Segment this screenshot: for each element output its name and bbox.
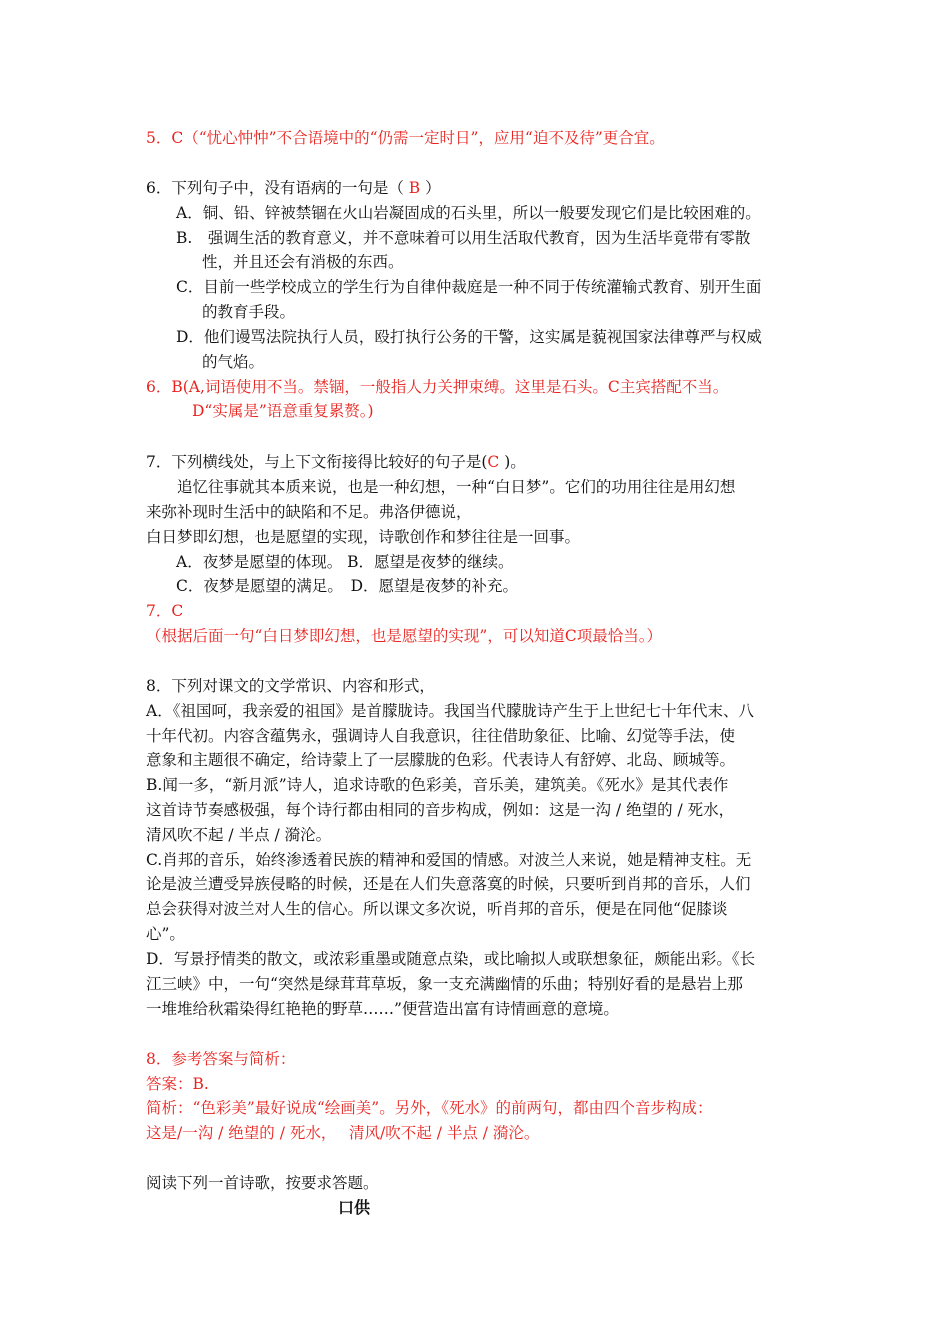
answer-8-heading: 8．参考答案与简析： [146,1050,296,1068]
options-7-cd: C．夜梦是愿望的满足。 D．愿望是夜梦的补充。 [176,577,519,595]
answer-7-line2: （根据后面一句“白日梦即幻想，也是愿望的实现”，可以知道C项最恰当。） [146,627,662,645]
option-8-b-line3: 清风吹不起 / 半点 / 漪沦。 [146,826,332,844]
answer-7-line1: 7．C [146,602,184,620]
option-8-c-line3: 总会获得对波兰对人生的信心。所以课文多次说，听肖邦的音乐，便是在同他“促膝谈 [146,900,728,918]
question-6-answer: B [408,179,421,197]
option-8-a-line3: 意象和主题很不确定，给诗蒙上了一层朦胧的色彩。代表诗人有舒婷、北岛、顾城等。 [146,751,736,769]
option-6-d-line2: 的气焰。 [202,353,265,371]
option-8-a-line1: A．《祖国呵，我亲爱的祖国》是首朦胧诗。我国当代朦胧诗产生于上世纪七十年代末、八 [146,702,754,720]
option-8-d-line1: D．写景抒情类的散文，或浓彩重墨或随意点染，或比喻拟人或联想象征，颇能出彩。《长 [146,950,756,968]
question-6-stem-pre: 6．下列句子中，没有语病的一句是（ [146,179,409,197]
answer-6-line1: 6．B(A,词语使用不当。禁锢，一般指人力关押束缚。这里是石头。C主宾搭配不当。 [146,378,729,396]
passage-7-line2: 来弥补现时生活中的缺陷和不足。弗洛伊德说， [146,503,472,521]
answer-5: 5．C（“忧心忡忡”不合语境中的“仍需一定时日”，应用“迫不及待”更合宜。 [146,129,665,147]
option-6-c-line1: C．目前一些学校成立的学生行为自律仲裁庭是一种不同于传统灌输式教育、别开生面 [176,278,762,296]
options-7-ab: A．夜梦是愿望的体现。 B．愿望是夜梦的继续。 [176,553,514,571]
question-6-stem-post: ） [420,179,441,197]
option-6-b-line1: B. 强调生活的教育意义，并不意味着可以用生活取代教育，因为生活毕竟带有零散 [176,229,751,247]
answer-8-key: 答案：B. [146,1075,209,1093]
question-7-answer: C [487,453,500,471]
answer-6-line2: D“实属是”语意重复累赘。) [192,402,374,420]
passage-7-line3: 白日梦即幻想，也是愿望的实现，诗歌创作和梦往往是一回事。 [146,528,581,546]
question-7-stem-post: )。 [499,453,526,471]
option-8-c-line4: 心”。 [146,925,185,943]
answer-8-analysis-line1: 简析：“色彩美”最好说成“绘画美”。另外，《死水》的前两句，都由四个音步构成： [146,1099,713,1117]
option-8-b-line2: 这首诗节奏感极强，每个诗行都由相同的音步构成，例如：这是一沟 / 绝望的 / 死水， [146,801,735,819]
question-7-stem-pre: 7．下列横线处，与上下文衔接得比较好的句子是( [146,453,488,471]
option-6-a: A．铜、铅、锌被禁锢在火山岩凝固成的石头里，所以一般要发现它们是比较困难的。 [176,204,761,222]
poem-title: 口供 [338,1198,371,1217]
option-6-c-line2: 的教育手段。 [202,303,296,321]
question-7 [146,452,526,472]
option-8-c-line2: 论是波兰遭受异族侵略的时候，还是在人们失意落寞的时候，只要听到肖邦的音乐，人们 [146,875,751,893]
passage-7-line1: 追忆往事就其本质来说，也是一种幻想，一种“白日梦”。它们的功用往往是用幻想 [177,478,736,496]
option-6-d-line1: D．他们谩骂法院执行人员，殴打执行公务的干警，这实属是藐视国家法律尊严与权威 [176,328,762,346]
option-8-d-line3: 一堆堆给秋霜染得红艳艳的野草……”便营造出富有诗情画意的意境。 [146,1000,619,1018]
question-8: 8．下列对课文的文学常识、内容和形式， [146,677,435,695]
question-6 [146,178,441,198]
option-6-b-line2: 性，并且还会有消极的东西。 [202,253,404,271]
option-8-b-line1: B.闻一多，“新月派”诗人，追求诗歌的色彩美，音乐美，建筑美。《死水》是其代表作 [146,776,729,794]
option-8-c-line1: C.肖邦的音乐，始终渗透着民族的精神和爱国的情感。对波兰人来说，她是精神支柱。无 [146,851,752,869]
reading-instruction: 阅读下列一首诗歌，按要求答题。 [146,1174,379,1192]
option-8-d-line2: 江三峡》中，一句“突然是绿茸茸草坂，象一支充满幽情的乐曲；特别好看的是悬岩上那 [146,975,743,993]
option-8-a-line2: 十年代初。内容含蕴隽永，强调诗人自我意识，往往借助象征、比喻、幻觉等手法，使 [146,727,736,745]
answer-8-analysis-line2: 这是/一沟 / 绝望的 / 死水， 清风/吹不起 / 半点 / 漪沦。 [146,1124,540,1142]
